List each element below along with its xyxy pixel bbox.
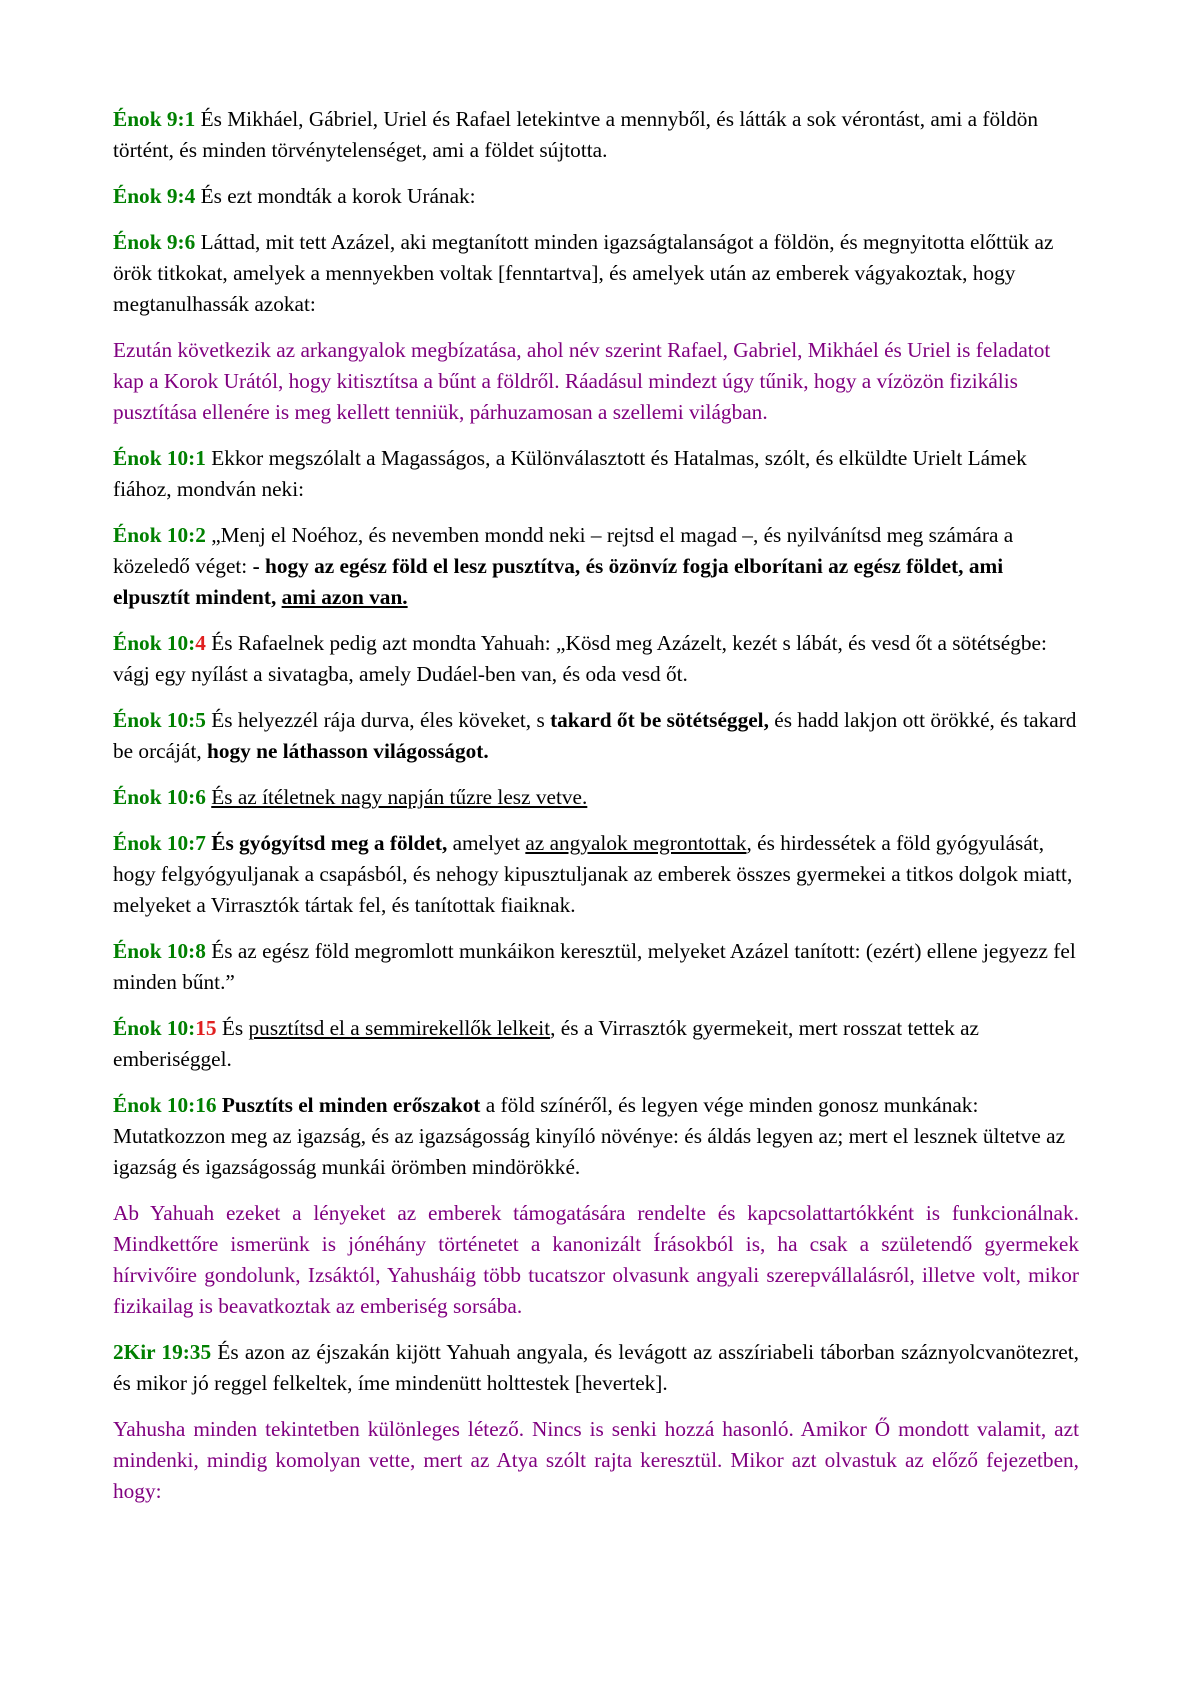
verse-reference-highlight: 15	[195, 1016, 217, 1040]
underlined-text: És az ítéletnek nagy napján tűzre lesz vetve.	[211, 785, 588, 809]
emphasized-text: ami azon van.	[281, 585, 408, 609]
verse-text: amelyet	[447, 831, 526, 855]
verse-text: Láttad, mit tett Azázel, aki megtanított minden igazságtalanságot a földön, és megnyitotta előttük az örök titkokat, amelyek a mennyekben voltak [fenntartva], és amelyek után az emberek vágyakoztak, hogy megtanulhassák azokat:	[113, 230, 1054, 316]
verse-reference-prefix: Énok 10:	[113, 631, 196, 655]
verse-reference	[113, 1016, 217, 1040]
verse-paragraph	[113, 936, 1079, 998]
verse-text: és hadd lakjon ott örökké, és takard be orcáját,	[113, 708, 1077, 763]
verse-paragraph	[113, 1337, 1079, 1399]
verse-paragraph	[113, 828, 1079, 921]
commentary-paragraph: Ab Yahuah ezeket a lényeket az emberek támogatására rendelte és kapcsolattartókként is funkcionálnak. Mindkettőre ismerünk is jónéhány történetet a kanonizált Írásokból is, ha csak a születendő gyermekek hírvivőire gondolunk, Izsáktól, Yahusháig több tucatszor olvasunk angyali szerepvállalásról, illetve volt, mikor fizikailag is beavatkoztak az emberiség sorsába.	[113, 1201, 1079, 1318]
commentary-paragraph: Yahusha minden tekintetben különleges létező. Nincs is senki hozzá hasonló. Amikor Ő mondott valamit, azt mindenki, mindig komolyan vette, mert az Atya szólt rajta keresztül. Mikor azt olvastuk az előző fejezetben, hogy:	[113, 1417, 1079, 1503]
verse-reference: Énok 10:7	[113, 831, 206, 855]
verse-text: És Rafaelnek pedig azt mondta Yahuah: „Kösd meg Azázelt, kezét s lábát, és vesd őt a sötétségbe: vágj egy nyílást a sivatagba, amely Dudáel-ben van, és oda vesd őt.	[113, 631, 1047, 686]
underlined-text: pusztítsd el a semmirekellők lelkeit	[248, 1016, 551, 1040]
verse-text: , és hirdessétek a föld gyógyulását, hogy felgyógyuljanak a csapásból, és nehogy kipusztuljanak az emberek összes gyermekei a titkos dolgok miatt, melyeket a Virrasztók tártak fel, és tanítottak fiaiknak.	[113, 831, 1073, 917]
verse-paragraph	[113, 520, 1079, 613]
verse-paragraph	[113, 227, 1079, 320]
verse-paragraph	[113, 181, 1079, 212]
verse-text: És helyezzél rája durva, éles köveket, s	[205, 708, 551, 732]
verse-reference: Énok 9:4	[113, 184, 196, 208]
verse-reference: Énok 9:1	[113, 107, 196, 131]
emphasized-text: - hogy az egész föld el lesz pusztítva, és özönvíz fogja elborítani az egész földet, ami elpusztít mindent,	[113, 554, 1004, 609]
verse-paragraph	[113, 782, 1079, 813]
verse-text: És	[216, 1016, 249, 1040]
emphasized-text: Pusztíts el minden erőszakot	[221, 1093, 481, 1117]
document-page	[113, 104, 1079, 1522]
underlined-text: az angyalok megrontottak	[525, 831, 747, 855]
verse-paragraph	[113, 705, 1079, 767]
verse-text: , és a Virrasztók gyermekeit, mert rosszat tettek az emberiséggel.	[113, 1016, 979, 1071]
commentary-paragraph: Ezután következik az arkangyalok megbízatása, ahol név szerint Rafael, Gabriel, Mikháel és Uriel is feladatot kap a Korok Urától, hogy kitisztítsa a bűnt a földről. Ráadásul mindezt úgy tűnik, hogy a vízözön fizikális pusztítása ellenére is meg kellett tenniük, párhuzamosan a szellemi világban.	[113, 338, 1051, 424]
verse-text: a föld színéről, és legyen vége minden gonosz munkának: Mutatkozzon meg az igazság, és az igazságosság kinyíló növénye: és áldás legyen az; mert el lesznek ültetve az igazság és igazságosság munkái örömben mindörökké.	[113, 1093, 1066, 1179]
verse-text: És ezt mondták a korok Urának:	[195, 184, 476, 208]
verse-paragraph	[113, 443, 1079, 505]
verse-reference: Énok 10:8	[113, 939, 206, 963]
verse-paragraph	[113, 1013, 1079, 1075]
verse-reference-prefix: Énok 10:	[113, 1016, 196, 1040]
verse-reference: Énok 9:6	[113, 230, 196, 254]
verse-text: „Menj el Noéhoz, és nevemben mondd neki – rejtsd el magad –, és nyilvánítsd meg számára a közeledő véget:	[113, 523, 1014, 578]
verse-paragraph	[113, 104, 1079, 166]
verse-text: Ekkor megszólalt a Magasságos, a Különválasztott és Hatalmas, szólt, és elküldte Urielt Lámek fiához, mondván neki:	[113, 446, 1027, 501]
verse-paragraph	[113, 628, 1079, 690]
verse-reference: Énok 10:1	[113, 446, 206, 470]
emphasized-text: hogy ne láthasson világosságot.	[207, 739, 489, 763]
emphasized-text: takard őt be sötétséggel,	[550, 708, 769, 732]
verse-reference: Énok 10:5	[113, 708, 206, 732]
verse-reference-highlight: 4	[195, 631, 206, 655]
verse-reference: Énok 10:6	[113, 785, 206, 809]
verse-reference: 2Kir 19:35	[113, 1340, 212, 1364]
verse-reference: Énok 10:2	[113, 523, 206, 547]
verse-text: És az egész föld megromlott munkáikon keresztül, melyeket Azázel tanított: (ezért) ellene jegyezz fel minden bűnt.”	[113, 939, 1076, 994]
verse-text: És azon az éjszakán kijött Yahuah angyala, és levágott az asszíriabeli táborban száznyolcvanötezret, és mikor jó reggel felkeltek, íme mindenütt holttestek [hevertek].	[113, 1340, 1079, 1395]
verse-reference: Énok 10:16	[113, 1093, 217, 1117]
emphasized-text: És gyógyítsd meg a földet,	[211, 831, 448, 855]
verse-text: És Mikháel, Gábriel, Uriel és Rafael letekintve a mennyből, és látták a sok vérontást, ami a földön történt, és minden törvénytelenséget, ami a földet sújtotta.	[113, 107, 1039, 162]
verse-reference	[113, 631, 206, 655]
verse-paragraph	[113, 1090, 1079, 1183]
